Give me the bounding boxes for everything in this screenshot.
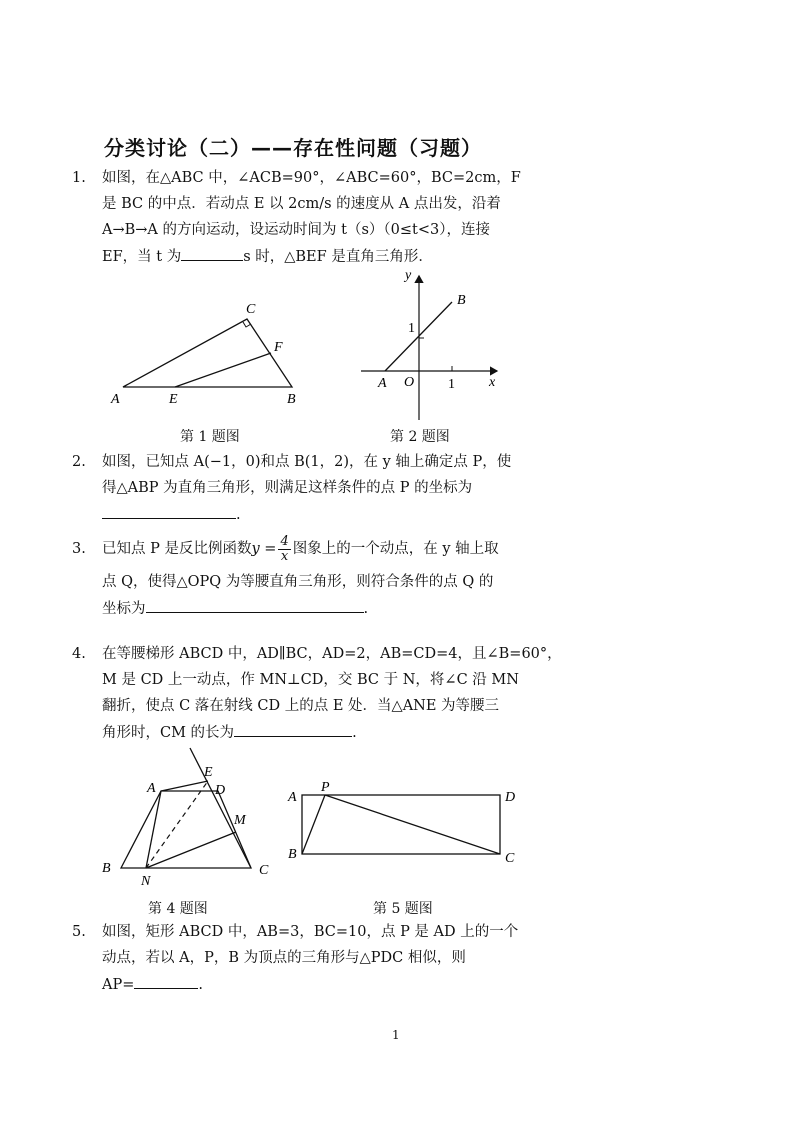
question-number: 4. — [72, 646, 86, 662]
label-y: y — [405, 268, 412, 283]
triangle-abc — [123, 319, 292, 387]
label-c: C — [505, 851, 515, 866]
fraction-numerator: 4 — [280, 533, 289, 549]
label-a: A — [378, 376, 387, 391]
question-text: 角形时，CM 的长为 — [102, 725, 235, 741]
question-text: 坐标为 — [102, 601, 146, 617]
question-line — [102, 722, 357, 743]
question-text: s 时，△BEF 是直角三角形． — [243, 249, 433, 265]
question-text: 动点，若以 A，P，B 为顶点的三角形与△PDC 相似，则 — [102, 950, 466, 966]
question-line — [102, 504, 241, 525]
label-e: E — [204, 765, 213, 780]
answer-blank[interactable] — [181, 246, 243, 261]
label-b: B — [102, 861, 111, 876]
figure-4 — [98, 745, 278, 890]
answer-blank[interactable] — [234, 722, 352, 737]
question-text: 如图，已知点 A(−1，0)和点 B(1，2)，在 y 轴上确定点 P，使 — [102, 454, 512, 470]
label-b: B — [287, 392, 296, 407]
question-text: . — [363, 601, 369, 617]
fraction — [278, 535, 290, 564]
answer-blank[interactable] — [146, 598, 364, 613]
question-text: 翻折，使点 C 落在射线 CD 上的点 E 处．当△ANE 为等腰三 — [102, 698, 500, 714]
question-text: 得△ABP 为直角三角形，则满足这样条件的点 P 的坐标为 — [102, 480, 473, 496]
question-text: . — [198, 977, 203, 993]
page-title: 分类讨论（二）——存在性问题（习题） — [104, 136, 482, 160]
label-b: B — [288, 847, 297, 862]
tick-label-x: 1 — [448, 377, 455, 392]
figure-1 — [105, 295, 310, 410]
label-b: B — [457, 293, 466, 308]
answer-blank[interactable] — [134, 974, 198, 989]
question-text: AP= — [102, 977, 135, 993]
label-d: D — [215, 783, 226, 798]
question-number: 5. — [72, 924, 86, 940]
label-a: A — [111, 392, 120, 407]
label-origin: O — [404, 375, 415, 390]
label-a: A — [288, 790, 297, 805]
segment-pc — [325, 795, 500, 854]
segment-pb — [302, 795, 325, 854]
label-e: E — [169, 392, 178, 407]
segment-ae — [161, 781, 208, 791]
label-m: M — [234, 813, 246, 828]
question-text: M 是 CD 上一动点，作 MN⊥CD，交 BC 于 N，将∠C 沿 MN — [102, 672, 519, 688]
function-name: y = — [251, 541, 277, 557]
figure-caption: 第 1 题图 — [180, 429, 240, 445]
label-c: C — [259, 863, 269, 878]
question-line — [102, 598, 368, 619]
fraction-denominator: x — [280, 548, 289, 564]
question-text: 如图，在△ABC 中，∠ACB=90°，∠ABC=60°，BC=2cm，F — [102, 170, 521, 186]
tick-label-y: 1 — [408, 321, 415, 336]
rectangle-abcd — [302, 795, 500, 854]
question-line — [102, 974, 203, 995]
segment-ef — [175, 353, 271, 387]
question-text: 在等腰梯形 ABCD 中，AD∥BC，AD=2，AB=CD=4，且∠B=60°， — [102, 646, 562, 662]
question-text: 已知点 P 是反比例函数 — [102, 541, 252, 557]
question-text: 图象上的一个动点，在 y 轴上取 — [292, 541, 499, 557]
question-text: EF，当 t 为 — [102, 249, 182, 265]
ray-cd — [190, 748, 251, 868]
figure-caption: 第 5 题图 — [373, 901, 433, 917]
label-p: P — [321, 780, 330, 795]
label-a: A — [147, 781, 156, 796]
question-text: 是 BC 的中点．若动点 E 以 2cm/s 的速度从 A 点出发，沿着 — [102, 196, 501, 212]
question-text: 点 Q，使得△OPQ 为等腰直角三角形，则符合条件的点 Q 的 — [102, 574, 494, 590]
label-x: x — [489, 375, 496, 390]
figure-2 — [355, 262, 505, 427]
question-number: 2. — [72, 454, 86, 470]
figure-caption: 第 2 题图 — [390, 429, 450, 445]
question-text: . — [352, 725, 357, 741]
question-number: 3. — [72, 541, 86, 557]
figure-5 — [285, 775, 525, 870]
label-c: C — [246, 302, 256, 317]
label-d: D — [505, 790, 516, 805]
figure-caption: 第 4 题图 — [148, 901, 208, 917]
question-text: A→B→A 的方向运动，设运动时间为 t（s）（0≤t<3），连接 — [102, 222, 490, 238]
page-number: 1 — [392, 1028, 400, 1042]
answer-blank[interactable] — [102, 504, 236, 519]
question-line — [102, 531, 499, 567]
question-text: 如图，矩形 ABCD 中，AB=3，BC=10，点 P 是 AD 上的一个 — [102, 924, 519, 940]
label-n: N — [141, 874, 151, 889]
question-text: . — [236, 507, 241, 523]
question-number: 1. — [72, 170, 86, 186]
label-f: F — [274, 340, 283, 355]
